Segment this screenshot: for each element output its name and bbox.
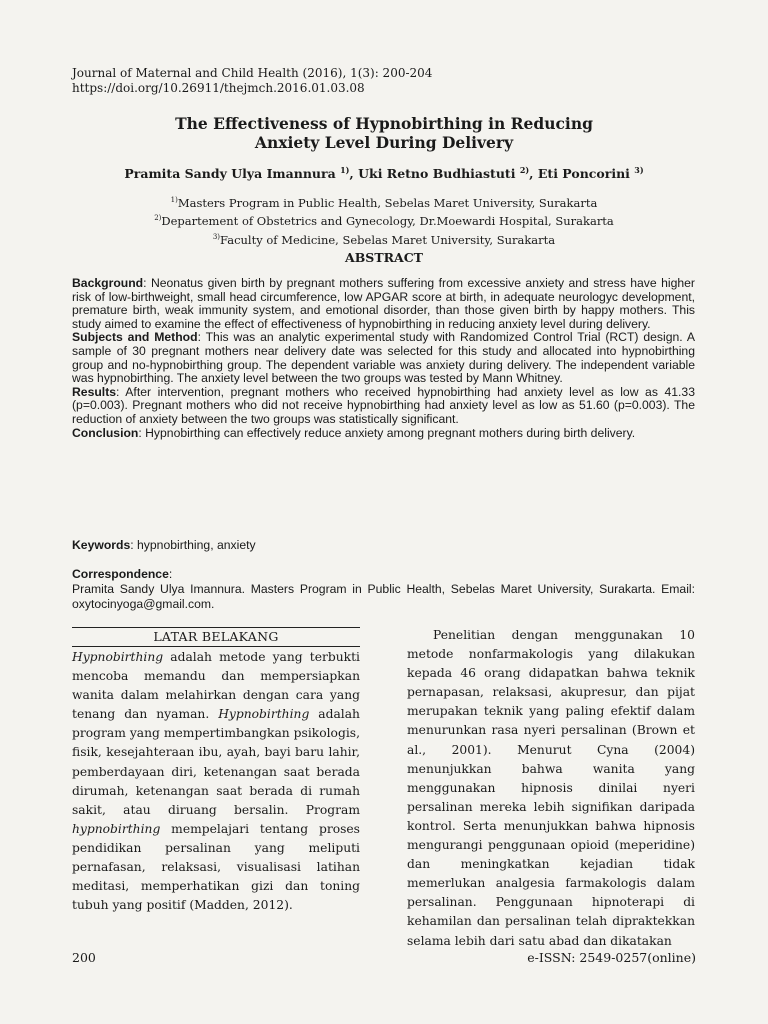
affiliation-2: $^{2)}$Departement of Obstetrics and Gynecology, Dr.Moewardi Hospital, Surakarta (154, 214, 614, 229)
affiliations (72, 193, 696, 248)
journal-citation: Journal of Maternal and Child Health (2016), 1(3): 200-204 (72, 66, 433, 80)
right-column (407, 626, 695, 951)
page-number: 200 (72, 950, 96, 965)
abstract-conclusion: Conclusion: Hypnobirthing can effectively reduce anxiety among pregnant mothers during birth delivery. (72, 425, 636, 440)
left-column (72, 627, 360, 915)
abstract-body (72, 277, 695, 440)
left-paragraph: Hypnobirthing adalah metode yang terbukti mencoba memandu dan mempersiapkan wanita dalam melahirkan dengan cara yang tenang dan nyaman. Hypnobirthing adalah program yang mempertimbangkan psikologis, fisik, kesejahteraan ibu, ayah, bayi baru lahir, pemberdayaan diri, ketenangan saat berada dirumah, ketenangan saat berada di rumah sakit, atau diruang bersalin. Program hypnobirthing mempelajari tentang proses pendidikan persalinan yang meliputi pernafasan, relaksasi, visualisasi latihan meditasi, memperhatikan gizi dan toning tubuh yang positif (Madden, 2012). (72, 650, 360, 913)
author-2: Uki Retno Budhiastuti (358, 166, 516, 182)
correspondence-text: Pramita Sandy Ulya Imannura. Masters Program in Public Health, Sebelas Maret University, Surakarta. Email: oxytocinyoga@gmail.com. (72, 582, 695, 611)
author-2-affil: 2) (519, 165, 530, 175)
title-line-1: The Effectiveness of Hypnobirthing in Reducing (175, 114, 593, 133)
keywords: Keywords: hypnobirthing, anxiety (72, 538, 256, 552)
title-line-2: Anxiety Level During Delivery (254, 133, 514, 152)
affiliation-3: $^{3)}$Faculty of Medicine, Sebelas Maret University, Surakarta (212, 232, 556, 247)
author-1-affil: 1) (340, 165, 350, 175)
abstract-background: Background: Neonatus given birth by pregnant mothers suffering from excessive anxiety and stress have higher risk of low-birthweight, small head circumference, low APGAR score at birth, in adequate neurologyc development, premature birth, weak immunity system, and emotional disorder, than those given birth by happy mothers. This study aimed to examine the effect of effectiveness of hypnobirthing in reducing anxiety level during delivery. (72, 276, 695, 331)
author-3: Eti Poncorini (537, 166, 630, 182)
issn: e-ISSN: 2549-0257(online) (527, 950, 696, 965)
correspondence-label: Correspondence (72, 567, 169, 581)
abstract-heading: ABSTRACT (345, 250, 423, 265)
abstract-results: Results: After intervention, pregnant mothers who received hypnobirthing had anxiety level as low as 41.33 (p=0.003). Pregnant mothers who did not receive hypnobirthing had anxiety level as low as 51.60 (p=0.003). The reduction of anxiety between the two groups was statistically significant. (72, 384, 695, 426)
journal-doi-link[interactable]: https://doi.org/10.26911/thejmch.2016.01.03.08 (72, 81, 365, 95)
section-heading: LATAR BELAKANG (72, 627, 360, 647)
right-paragraph: Penelitian dengan menggunakan 10 metode nonfarmakologis yang dilakukan kepada 46 orang didapatkan bahwa teknik pernapasan, relaksasi, akupresur, dan pijat merupakan teknik yang paling efektif dalam menurunkan rasa nyeri persalinan (Brown et al., 2001). Menurut Cyna (2004) menunjukkan bahwa wanita yang menggunakan hipnosis dinilai nyeri persalinan mereka lebih signifikan daripada kontrol. Serta menunjukkan bahwa hipnosis mengurangi penggunaan opioid (meperidine) dan meningkatkan kejadian tidak memerlukan analgesia farmakologis dalam persalinan. Penggunaan hipnoterapi di kehamilan dan persalinan telah dipraktekkan selama lebih dari satu abad dan dikatakan (407, 628, 695, 948)
journal-header (72, 66, 432, 96)
author-1: Pramita Sandy Ulya Imannura (124, 166, 336, 182)
abstract-methods: Subjects and Method: This was an analytic experimental study with Randomized Control Trial (RCT) design. A sample of 30 pregnant mothers near delivery date was selected for this study and allocated into hypnobirthing group and no-hypnobirthing group. The dependent variable was anxiety during delivery. The independent variable was hypnobirthing. The anxiety level between the two groups was tested by Mann Whitney. (72, 330, 696, 386)
correspondence: Correspondence: Pramita Sandy Ulya Imannura. Masters Program in Public Health, Sebelas Maret University, Surakarta. Email: oxytocinyoga@gmail.com. (72, 567, 695, 611)
affiliation-1: $^{1)}$Masters Program in Public Health, Sebelas Maret University, Surakarta (170, 195, 598, 210)
author-list: Pramita Sandy Ulya Imannura $^{1)}$, Uki Retno Budhiastuti $^{2)}$, Eti Poncorini $^{3)}$ (124, 165, 644, 182)
author-3-affil: 3) (634, 165, 644, 175)
paper-title (72, 114, 696, 152)
